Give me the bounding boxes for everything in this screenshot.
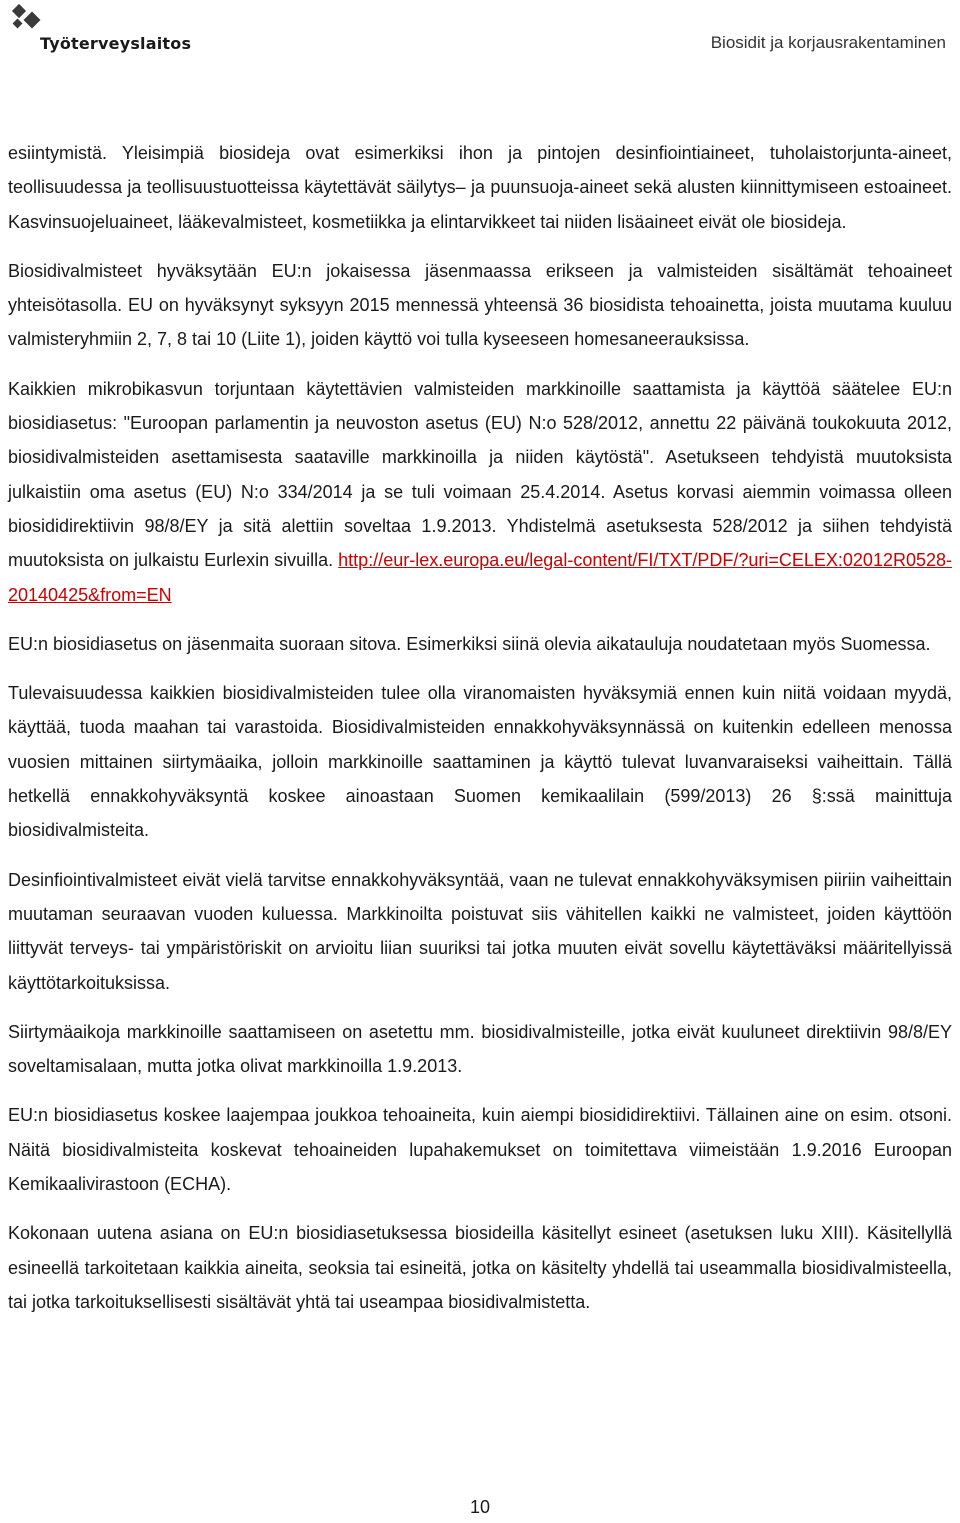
running-title: Biosidit ja korjausrakentaminen	[710, 33, 946, 52]
paragraph: Siirtymäaikoja markkinoille saattamiseen on asetettu mm. biosidivalmisteille, jotka eivät kuuluneet direktiivin 98/8/EY soveltamisalaan, mutta jotka olivat markkinoilla 1.9.2013.	[8, 1021, 952, 1077]
paragraph: EU:n biosidiasetus on jäsenmaita suoraan sitova. Esimerkiksi siinä olevia aikatauluja noudatetaan myös Suomessa.	[8, 633, 931, 654]
eurlex-link[interactable]: http://eur-lex.europa.eu/legal-content/FI/TXT/PDF/?uri=CELEX:02012R0528-20140425&from=EN	[8, 550, 952, 605]
paragraph-text: Kaikkien mikrobikasvun torjuntaan käytettävien valmisteiden markkinoille saattamista ja käyttöä säätelee EU:n biosidiasetus: "Euroopan parlamentin ja neuvoston asetus (EU) N:o 528/2012, annettu 22 päivänä toukokuuta 2012, biosidivalmisteiden asettamisesta saataville markkinoilla ja niiden käytöstä". Asetukseen tehdyistä muutoksista julkaistiin oma asetus (EU) N:o 334/2014 ja se tuli voimaan 25.4.2014. Asetus korvasi aiemmin voimassa olleen biosididirektiivin 98/8/EY ja sitä alettiin soveltaa 1.9.2013. Yhdistelmä asetuksesta 528/2012 ja siihen tehdyistä muutoksista on julkaistu Eurlexin sivuilla.	[8, 378, 952, 571]
document-body	[8, 136, 952, 1334]
paragraph: Biosidivalmisteet hyväksytään EU:n jokaisessa jäsenmaassa erikseen ja valmisteiden sisältämät tehoaineet yhteisötasolla. EU on hyväksynyt syksyyn 2015 mennessä yhteensä 36 biosidista tehoainetta, joista muutama kuuluu valmisteryhmiin 2, 7, 8 tai 10 (Liite 1), joiden käyttö voi tulla kyseeseen homesaneerauksissa.	[8, 260, 952, 350]
paragraph: EU:n biosidiasetus koskee laajempaa joukkoa tehoaineita, kuin aiempi biosididirektiivi. Tällainen aine on esim. otsoni. Näitä biosidivalmisteita koskevat tehoaineiden lupahakemukset on toimitettava viimeistään 1.9.2016 Euroopan Kemikaalivirastoon (ECHA).	[8, 1105, 952, 1195]
paragraph: esiintymistä. Yleisimpiä biosideja ovat esimerkiksi ihon ja pintojen desinfiointiaineet, tuholaistorjunta-aineet, teollisuudessa ja teollisuustuotteissa käytettävät säilytys– ja puunsuoja-aineet sekä alusten kiinnittymiseen estoaineet. Kasvinsuojeluaineet, lääkevalmisteet, kosmetiikka ja elintarvikkeet tai niiden lisäaineet eivät ole biosideja.	[8, 143, 952, 232]
page-number: 10	[469, 1497, 491, 1517]
organization-logo-text: Työterveyslaitos	[40, 34, 192, 53]
page-header	[0, 0, 960, 80]
paragraph: Kokonaan uutena asiana on EU:n biosidiasetuksessa biosideilla käsitellyt esineet (asetuksen luku XIII). Käsitellyllä esineellä tarkoitetaan kaikkia aineita, seoksia tai esineitä, jotka on käsitelty yhdellä tai useammalla biosidivalmisteella, tai jotka tarkoituksellisesti sisältävät yhtä tai useampaa biosidivalmistetta.	[8, 1223, 952, 1312]
paragraph-with-link	[8, 372, 952, 612]
paragraph: Tulevaisuudessa kaikkien biosidivalmisteiden tulee olla viranomaisten hyväksymiä ennen kuin niitä voidaan myydä, käyttää, tuoda maahan tai varastoida. Biosidivalmisteiden ennakkohyväksynnässä on kuitenkin edelleen menossa vuosien mittainen siirtymäaika, jolloin markkinoille saattaminen ja käyttö tulevat luvanvaraiseksi vaiheittain. Tällä hetkellä ennakkohyväksyntä koskee ainoastaan Suomen kemikaalilain (599/2013) 26 §:ssä mainittuja biosidivalmisteita.	[8, 683, 952, 841]
paragraph: Desinfiointivalmisteet eivät vielä tarvitse ennakkohyväksyntää, vaan ne tulevat ennakkohyväksymisen piiriin vaiheittain muutaman seuraavan vuoden kuluessa. Markkinoilta poistuvat siis vähitellen kaikki ne valmisteet, joiden käyttöön liittyvät terveys- tai ympäristöriskit on arvioitu liian suuriksi tai jotka muuten eivät sovellu käytettäväksi määritellyissä käyttötarkoituksissa.	[8, 869, 952, 993]
organization-logo[interactable]	[8, 2, 192, 62]
